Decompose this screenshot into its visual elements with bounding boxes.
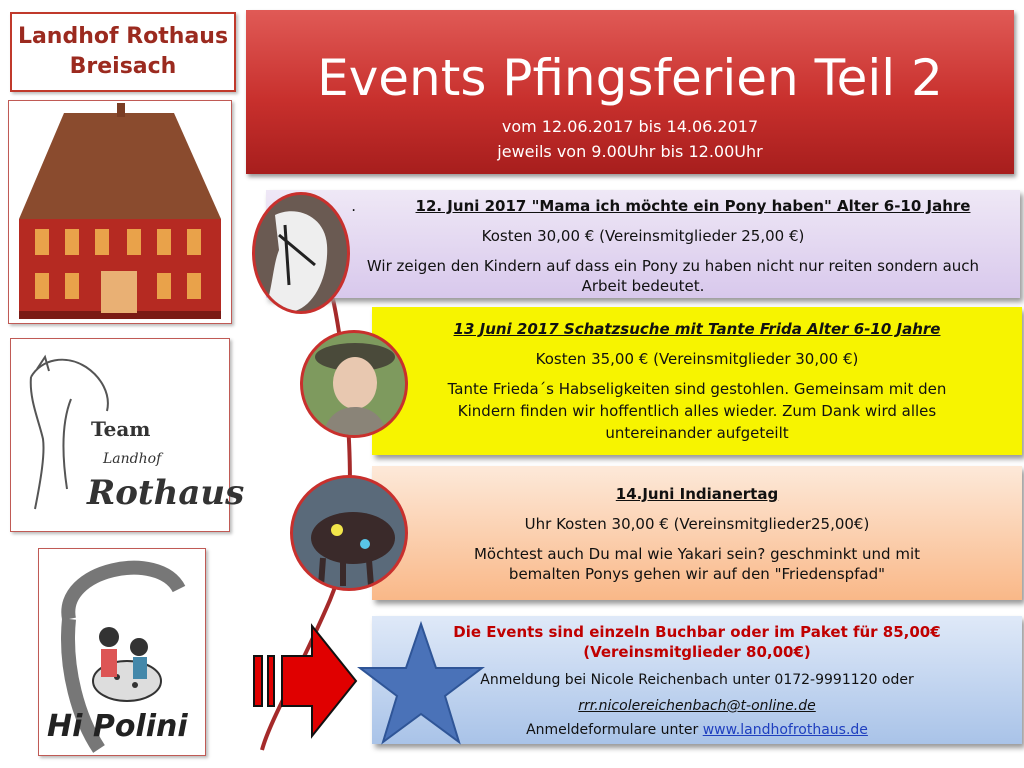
event2-desc3: untereinander aufgeteilt bbox=[605, 424, 789, 442]
page-title: Events Pfingsferien Teil 2 bbox=[317, 49, 943, 107]
booking-line1: Die Events sind einzeln Buchbar oder im Paket für 85,00€ bbox=[453, 623, 941, 641]
event3-heading: 14.Juni Indianertag bbox=[615, 485, 779, 503]
star-icon bbox=[356, 620, 486, 746]
event3-price: Uhr Kosten 30,00 € (Vereinsmitglieder25,00€) bbox=[524, 515, 870, 533]
event3-desc2: bemalten Ponys gehen wir auf den "Friedenspfad" bbox=[508, 565, 886, 583]
event-card-3 bbox=[372, 466, 1022, 600]
team-line2: Landhof bbox=[103, 451, 162, 467]
forms-prefix: Anmeldeformulare unter bbox=[526, 722, 703, 738]
red-arrow-icon bbox=[248, 622, 360, 740]
booking-line2: (Vereinsmitglieder 80,00€) bbox=[583, 643, 811, 661]
event1-desc2: Arbeit bedeutet. bbox=[581, 277, 705, 295]
event3-desc1: Möchtest auch Du mal wie Yakari sein? geschminkt und mit bbox=[473, 545, 921, 563]
event2-desc1: Tante Frieda´s Habseligkeiten sind gestohlen. Gemeinsam mit den bbox=[447, 380, 947, 398]
team-line1: Team bbox=[91, 417, 151, 441]
painted-pony-photo bbox=[290, 475, 408, 591]
event2-heading: 13 Juni 2017 Schatzsuche mit Tante Frida Alter 6-10 Jahre bbox=[453, 320, 941, 338]
painted-pony-icon bbox=[293, 478, 405, 588]
polini-text: Hi Polini bbox=[47, 709, 188, 744]
brand-line2: Breisach bbox=[69, 54, 177, 79]
white-pony-icon bbox=[255, 195, 347, 311]
event1-heading: 12. Juni 2017 "Mama ich möchte ein Pony haben" Alter 6-10 Jahre bbox=[415, 197, 971, 215]
event1-price: Kosten 30,00 € (Vereinsmitglieder 25,00 €) bbox=[481, 227, 805, 245]
booking-contact: Anmeldung bei Nicole Reichenbach unter 0172-9991120 oder bbox=[480, 672, 914, 688]
event-card-2 bbox=[372, 307, 1022, 455]
time-range: jeweils von 9.00Uhr bis 12.00Uhr bbox=[497, 142, 763, 161]
date-range: vom 12.06.2017 bis 14.06.2017 bbox=[501, 117, 759, 136]
event1-desc1: Wir zeigen den Kindern auf dass ein Pony zu haben nicht nur reiten sondern auch bbox=[366, 257, 980, 275]
woman-portrait-icon bbox=[303, 333, 405, 435]
email-link[interactable]: rrr.nicolereichenbach@t-online.de bbox=[578, 698, 816, 714]
event2-desc2: Kindern finden wir hoffentlich alles wieder. Zum Dank wird alles bbox=[457, 402, 937, 420]
brand-line1: Landhof Rothaus bbox=[17, 24, 229, 49]
team-line3: Rothaus bbox=[87, 473, 245, 513]
tante-frida-photo bbox=[300, 330, 408, 438]
event-card-1 bbox=[266, 190, 1020, 298]
event2-price: Kosten 35,00 € (Vereinsmitglieder 30,00 €) bbox=[535, 350, 859, 368]
pony-photo bbox=[252, 192, 350, 314]
event1-bullet: . bbox=[351, 197, 356, 215]
website-link[interactable]: www.landhofrothaus.de bbox=[702, 722, 868, 738]
